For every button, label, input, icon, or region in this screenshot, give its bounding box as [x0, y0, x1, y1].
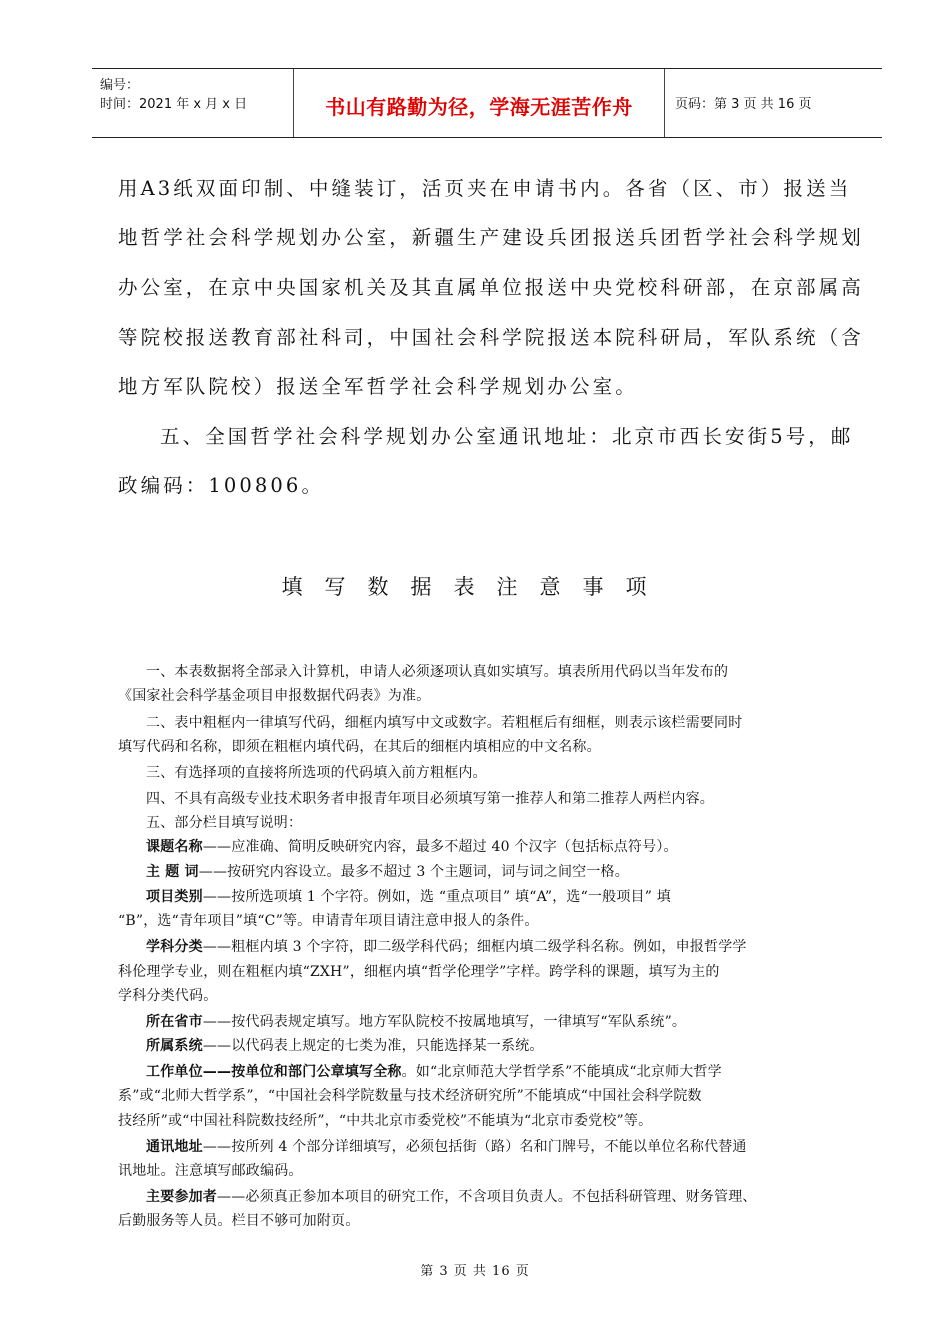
body-line: 用A3纸双面印制、中缝装订，活页夹在申请书内。各省（区、市）报送当	[118, 177, 852, 200]
field-keyword: 主要参加者	[146, 1189, 217, 1205]
note-line: 系”或“北师大哲学系”，“中国社会科学院数量与技术经济研究所”不能填成“中国社会科学院数	[118, 1088, 702, 1104]
field-keyword: 所在省市	[146, 1014, 203, 1030]
note-line: 四、不具有高级专业技术职务者申报青年项目必须填写第一推荐人和第二推荐人两栏内容。	[146, 791, 714, 807]
note-line: 二、表中粗框内一律填写代码，细框内填写中文或数字。若粗框后有细框，则表示该栏需要同时	[146, 715, 743, 731]
field-text: ——应准确、简明反映研究内容，最多不超过 40 个汉字（包括标点符号）。	[202, 839, 678, 855]
field-text: 。如“北京师范大学哲学系”不能填成“北京师大哲学	[401, 1064, 722, 1080]
header-page-number: 页码：第 3 页 共 16 页	[675, 97, 812, 112]
field-keyword: 工作单位——按单位和部门公章填写全称	[146, 1064, 402, 1080]
document-time-label: 时间：2021 年 x 月 x 日	[100, 97, 248, 112]
body-line: 地哲学社会科学规划办公室，新疆生产建设兵团报送兵团哲学社会科学规划	[118, 226, 864, 249]
note-line: 填写代码和名称，即须在粗框内填代码，在其后的细框内填相应的中文名称。	[118, 739, 601, 755]
body-line: 政编码：100806。	[118, 474, 325, 497]
field-text: ——粗框内填 3 个字符，即二级学科代码；细框内填二级学科名称。例如，申报哲学学	[202, 939, 747, 955]
field-note-workplace	[146, 1061, 722, 1081]
field-note-participants	[146, 1186, 757, 1206]
note-line: 技经所”或“中国社科院数技经所”，“中共北京市委党校”不能填为“北京市委党校”等。	[118, 1113, 653, 1129]
field-keyword: 所属系统	[146, 1038, 203, 1054]
page-header	[92, 68, 882, 138]
body-line: 五、全国哲学社会科学规划办公室通讯地址：北京市西长安街5号，邮	[160, 425, 854, 448]
field-note-province	[146, 1011, 686, 1031]
document-number-label: 编号：	[100, 78, 140, 93]
field-keyword: 主 题 词	[146, 864, 199, 880]
body-line: 等院校报送教育部社科司，中国社会科学院报送本院科研局，军队系统（含	[118, 326, 864, 349]
field-note-discipline	[146, 936, 747, 956]
note-line: 三、有选择项的直接将所选项的代码填入前方粗框内。	[146, 765, 487, 781]
header-motto-cell	[294, 69, 665, 137]
field-note-system	[146, 1035, 544, 1055]
note-line: 学科分类代码。	[118, 988, 218, 1004]
field-text: ——按研究内容设立。最多不超过 3 个主题词，词与词之间空一格。	[198, 864, 629, 880]
note-line: 后勤服务等人员。栏目不够可加附页。	[118, 1213, 360, 1229]
note-line: 《国家社会科学基金项目申报数据代码表》为准。	[118, 688, 431, 704]
field-keyword: 项目类别	[146, 889, 203, 905]
header-page-cell	[665, 69, 882, 137]
field-note-category	[146, 886, 671, 906]
field-note-title	[146, 836, 678, 856]
field-text: ——按所选项填 1 个字符。例如，选 “重点项目” 填“A”，选“一般项目” 填	[202, 889, 671, 905]
note-line: 一、本表数据将全部录入计算机，申请人必须逐项认真如实填写。填表所用代码以当年发布的	[146, 664, 729, 680]
section-title: 填写数据表注意事项	[281, 575, 669, 599]
note-line: 科伦理学专业，则在粗框内填“ZXH”，细框内填“哲学伦理学”字样。跨学科的课题，填写为主的	[118, 964, 720, 980]
field-keyword: 课题名称	[146, 839, 203, 855]
header-meta-cell	[92, 69, 294, 137]
body-line: 办公室，在京中央国家机关及其直属单位报送中央党校科研部，在京部属高	[118, 276, 864, 299]
note-line: 讯地址。注意填写邮政编码。	[118, 1163, 303, 1179]
field-text: ——按所列 4 个部分详细填写，必须包括街（路）名和门牌号，不能以单位名称代替通	[202, 1139, 747, 1155]
field-text: ——必须真正参加本项目的研究工作，不含项目负责人。不包括科研管理、财务管理、	[217, 1189, 757, 1205]
field-keyword: 学科分类	[146, 939, 203, 955]
header-motto: 书山有路勤为径，学海无涯苦作舟	[325, 95, 633, 119]
note-line: “B”，选“青年项目”填“C”等。申请青年项目请注意申报人的条件。	[118, 913, 539, 929]
field-text: ——按代码表规定填写。地方军队院校不按属地填写，一律填写“军队系统”。	[202, 1014, 687, 1030]
field-note-keywords	[146, 861, 629, 881]
field-keyword: 通讯地址	[146, 1139, 203, 1155]
field-text: ——以代码表上规定的七类为准，只能选择某一系统。	[202, 1038, 544, 1054]
field-note-address	[146, 1136, 747, 1156]
body-line: 地方军队院校）报送全军哲学社会科学规划办公室。	[118, 375, 638, 398]
note-line: 五、部分栏目填写说明：	[146, 815, 303, 831]
page-footer: 第 3 页 共 16 页	[420, 1264, 530, 1279]
